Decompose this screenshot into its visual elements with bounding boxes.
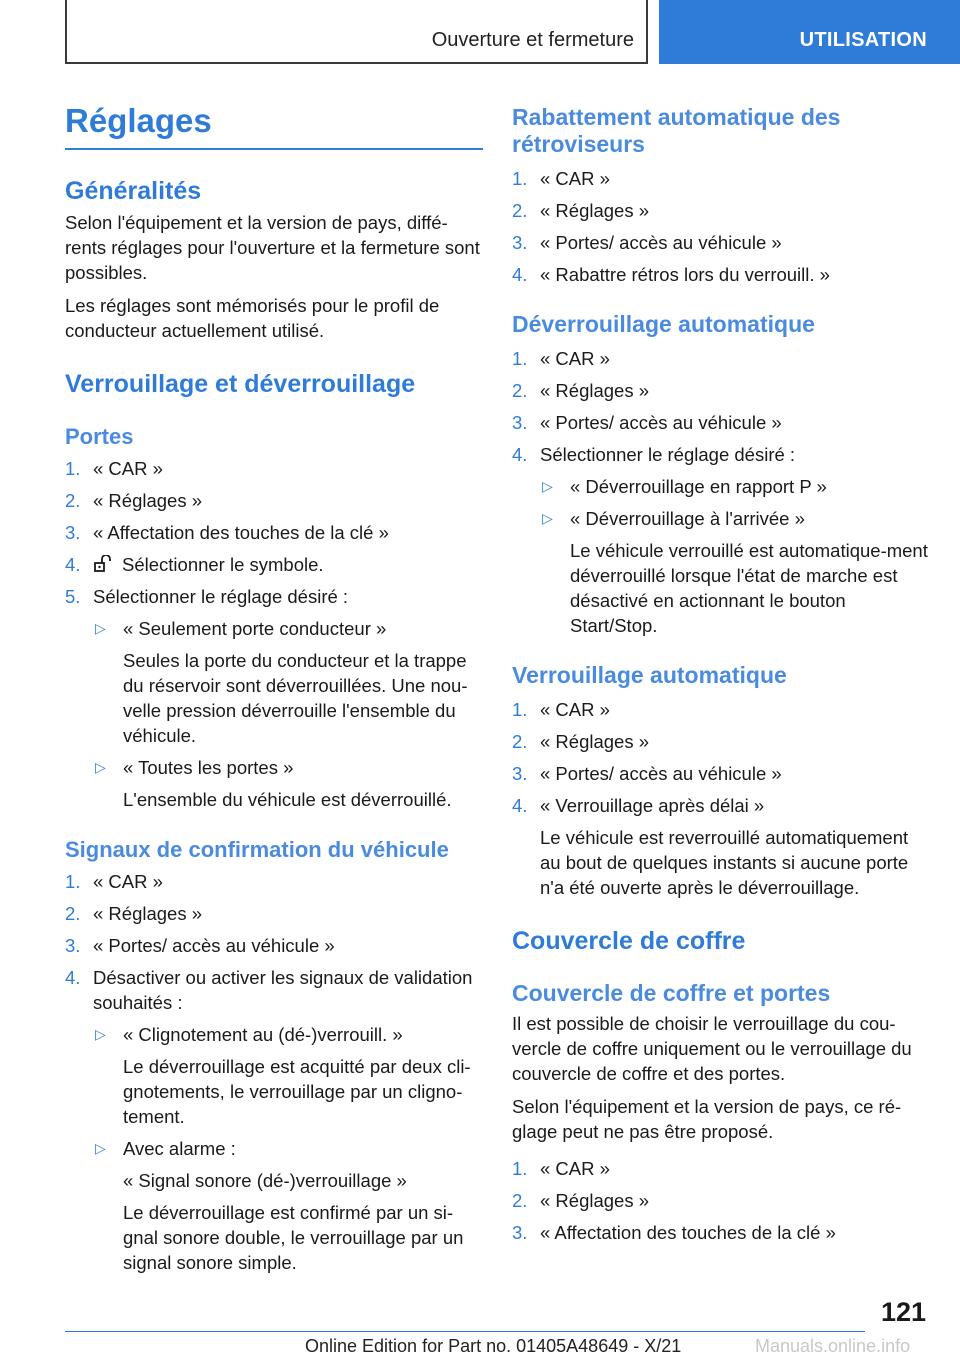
list-item (65, 488, 483, 513)
step-text: « CAR » (540, 1158, 610, 1179)
step-text: « Verrouillage après délai » (540, 795, 765, 816)
right-column (512, 100, 930, 1252)
option-label: « Seulement porte conducteur » (123, 618, 387, 639)
page-number: 121 (880, 1297, 926, 1327)
step-text: « Portes/ accès au véhicule » (540, 412, 782, 433)
footer-divider (65, 1331, 865, 1332)
step-text: « Affectation des touches de la clé » (540, 1222, 836, 1243)
rabattement-steps (512, 166, 930, 287)
footer-watermark: Manuals.online.info (755, 1336, 911, 1356)
portes-steps (65, 456, 483, 812)
footer-edition: Online Edition for Part no. 01405A48649 - X/21 (305, 1336, 682, 1356)
list-item (65, 901, 483, 926)
generalites-paragraph-1: Selon l'équipement et la version de pays, diffé-rents réglages pour l'ouverture et la fermeture sont possibles. (65, 212, 480, 283)
generalites-paragraph-2: Les réglages sont mémorisés pour le profil de conducteur actuellement utilisé. (65, 295, 440, 341)
list-item (512, 166, 930, 191)
step-number: 1. (65, 871, 81, 892)
step-text: « Réglages » (540, 1190, 650, 1211)
portes-options (93, 616, 483, 812)
step-text: « Réglages » (93, 490, 203, 511)
step-text: « Réglages » (540, 200, 650, 221)
step-number: 3. (512, 763, 528, 784)
step-number: 4. (512, 264, 528, 285)
step-text: « Réglages » (540, 731, 650, 752)
left-column (65, 100, 483, 1282)
option-description: Le déverrouillage est acquitté par deux cli-gnotements, le verrouillage par un cligno-tement. (123, 1056, 471, 1127)
list-item (512, 1188, 930, 1213)
step-number: 2. (65, 903, 81, 924)
couvercle-steps (512, 1156, 930, 1245)
signaux-heading: Signaux de confirmation du véhicule (65, 837, 449, 862)
triangle-bullet-icon: ▷ (95, 1026, 106, 1042)
key-unlock-icon (93, 555, 113, 573)
triangle-bullet-icon: ▷ (542, 478, 553, 494)
option-label: « Déverrouillage à l'arrivée » (570, 508, 805, 529)
list-item (540, 474, 930, 499)
step-text: « Réglages » (540, 380, 650, 401)
list-item (512, 1220, 930, 1245)
list-item (65, 933, 483, 958)
triangle-bullet-icon: ▷ (95, 1140, 106, 1156)
option-label: « Toutes les portes » (123, 757, 294, 778)
step-number: 2. (512, 200, 528, 221)
list-item (93, 1136, 483, 1275)
signaux-steps (65, 869, 483, 1275)
step-text: « Réglages » (93, 903, 203, 924)
list-item (512, 793, 930, 900)
step-number: 1. (512, 1158, 528, 1179)
signaux-options (93, 1022, 483, 1275)
list-item (512, 761, 930, 786)
step-number: 5. (65, 586, 81, 607)
option-label: « Clignotement au (dé-)verrouill. » (123, 1024, 403, 1045)
step-text: « CAR » (93, 458, 163, 479)
header-chapter-label: UTILISATION (799, 29, 927, 51)
verrouillage-auto-steps (512, 697, 930, 900)
list-item (512, 378, 930, 403)
list-item (65, 456, 483, 481)
step-text: « CAR » (540, 699, 610, 720)
triangle-bullet-icon: ▷ (95, 759, 106, 775)
option-label: Avec alarme : (123, 1138, 236, 1159)
list-item (65, 965, 483, 1275)
list-item (512, 346, 930, 371)
step-text: « Portes/ accès au véhicule » (540, 763, 782, 784)
step-number: 3. (65, 935, 81, 956)
step-number: 1. (65, 458, 81, 479)
step-number: 2. (512, 731, 528, 752)
list-item (512, 697, 930, 722)
deverrouillage-steps (512, 346, 930, 638)
step-text: Sélectionner le symbole. (122, 554, 324, 575)
step-text: « CAR » (540, 168, 610, 189)
portes-heading: Portes (65, 424, 134, 449)
couvercle-heading: Couvercle de coffre (512, 927, 746, 955)
option-description: Le déverrouillage est confirmé par un si-gnal sonore double, le verrouillage par un signal sonore simple. (123, 1202, 464, 1273)
option-label: « Déverrouillage en rapport P » (570, 476, 827, 497)
couvercle-subheading: Couvercle de coffre et portes (512, 980, 831, 1006)
list-item (540, 506, 930, 638)
step-number: 2. (512, 380, 528, 401)
step-text: Sélectionner le réglage désiré : (93, 586, 349, 607)
step-number: 3. (512, 232, 528, 253)
list-item (512, 230, 930, 255)
step-description: Le véhicule est reverrouillé automatiquement au bout de quelques instants si aucune porte n'a été ouverte après le déverrouillage. (540, 827, 909, 898)
step-text: « Portes/ accès au véhicule » (93, 935, 335, 956)
triangle-bullet-icon: ▷ (542, 510, 553, 526)
option-description: L'ensemble du véhicule est déverrouillé. (123, 789, 452, 810)
list-item (93, 1022, 483, 1129)
list-item (93, 616, 483, 748)
header-chapter-tab (659, 0, 960, 64)
step-number: 2. (512, 1190, 528, 1211)
header-section-title: Ouverture et fermeture (431, 29, 634, 51)
step-number: 3. (65, 522, 81, 543)
step-text: « CAR » (540, 348, 610, 369)
step-number: 3. (512, 412, 528, 433)
list-item (65, 552, 483, 577)
list-item (512, 262, 930, 287)
step-number: 4. (65, 967, 81, 988)
step-number: 3. (512, 1222, 528, 1243)
list-item (512, 410, 930, 435)
list-item (65, 520, 483, 545)
step-number: 4. (512, 795, 528, 816)
list-item (512, 1156, 930, 1181)
step-number: 2. (65, 490, 81, 511)
list-item (512, 729, 930, 754)
verrouillage-auto-heading: Verrouillage automatique (512, 662, 787, 688)
deverrouillage-options (540, 474, 930, 638)
couvercle-paragraph-1: Il est possible de choisir le verrouillage du cou-vercle de coffre uniquement ou le verrouillage du couvercle de coffre et des portes. (512, 1013, 912, 1084)
verrouillage-heading: Verrouillage et déverrouillage (65, 370, 416, 398)
option-description: « Signal sonore (dé-)verrouillage » (123, 1170, 407, 1191)
list-item (65, 584, 483, 812)
step-number: 1. (512, 348, 528, 369)
list-item (512, 442, 930, 638)
header-section-box (65, 0, 648, 64)
step-number: 1. (512, 168, 528, 189)
list-item (65, 869, 483, 894)
deverrouillage-heading: Déverrouillage automatique (512, 311, 815, 337)
step-number: 1. (512, 699, 528, 720)
couvercle-paragraph-2: Selon l'équipement et la version de pays, ce ré-glage peut ne pas être proposé. (512, 1096, 902, 1142)
triangle-bullet-icon: ▷ (95, 620, 106, 636)
generalites-heading: Généralités (65, 177, 202, 205)
step-text: « Portes/ accès au véhicule » (540, 232, 782, 253)
list-item (93, 755, 483, 812)
step-text: « Rabattre rétros lors du verrouill. » (540, 264, 830, 285)
rabattement-heading: Rabattement automatique des rétroviseurs (512, 104, 841, 157)
step-text: « Affectation des touches de la clé » (93, 522, 389, 543)
step-number: 4. (512, 444, 528, 465)
step-number: 4. (65, 554, 81, 575)
page-title: Réglages (65, 100, 483, 150)
option-description: Le véhicule verrouillé est automatique-ment déverrouillé lorsque l'état de marche est désactivé en actionnant le bouton Start/Stop. (570, 540, 928, 636)
option-description: Seules la porte du conducteur et la trappe du réservoir sont déverrouillées. Une nou-velle pression déverrouille l'ensemble du véhicule. (123, 650, 468, 746)
step-text: « CAR » (93, 871, 163, 892)
step-text: Sélectionner le réglage désiré : (540, 444, 796, 465)
step-text: Désactiver ou activer les signaux de validation souhaités : (93, 967, 473, 1013)
list-item (512, 198, 930, 223)
